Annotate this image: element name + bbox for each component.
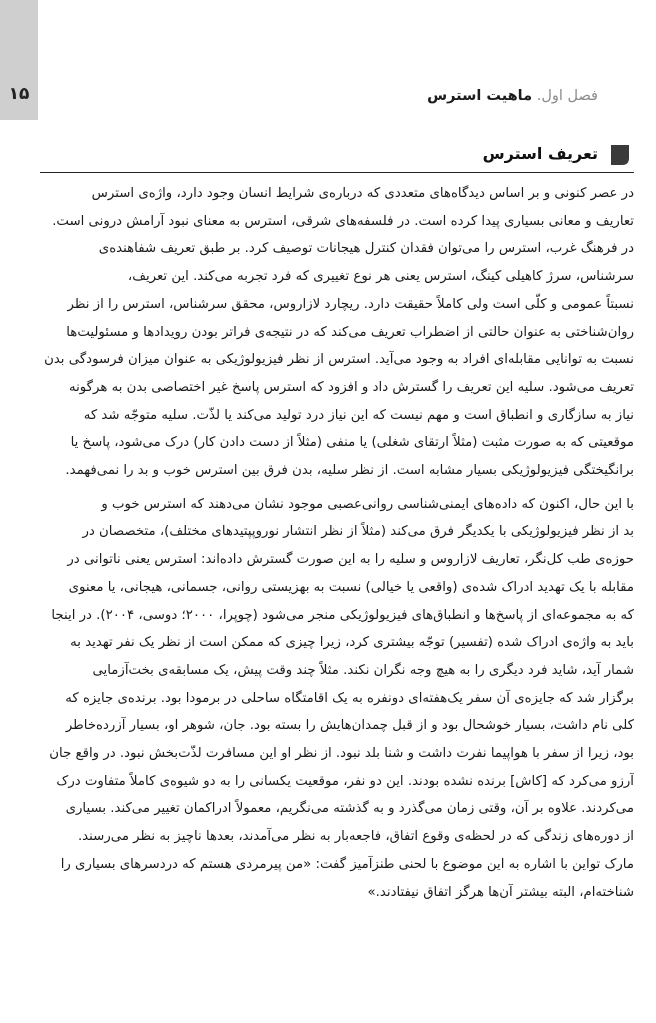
text-line: روان‌شناختی به عنوان حالتی از اضطراب تعریف می‌کند که در نتیجه‌ی فراتر بودن رویدادها و مسئولیت‌ها [66,324,634,340]
text-line: شمار آید، شاید فرد دیگری را به هیچ وجه نگران نکند. مثلاً چند وقت پیش، یک مسابقه‌ی بخت‌آزمایی [92,662,634,678]
text-line: تعاریف و معانی بسیاری پیدا کرده است. در فلسفه‌های شرقی، استرس به معنای نبود آرامش درونی است. [52,213,634,229]
paragraph-2 [40,491,634,907]
running-head-separator: . [536,88,542,104]
running-head [427,88,598,104]
text-line: نسبتاً عمومی و کلّی است ولی کاملاً حقیقت دارد. ریچارد لازاروس، محقق سرشناس، استرس را از نظر [67,296,634,312]
text-line: برگزار شد که جایزه‌ی آن سفر یک‌هفته‌ای دونفره به یک اقامتگاه ساحلی در برمودا بود. برنده‌ی جایزه که [65,690,634,706]
running-head-title: ماهیت استرس [427,88,533,104]
body-text [40,180,634,906]
text-line: می‌کردند. علاوه بر آن، وقتی زمان می‌گذرد و به گذشته می‌نگریم، معمولاً ادراکمان تغییر می‌کند. بسیاری [65,801,634,817]
text-line: که به مجموعه‌ای از پاسخ‌ها و انطباق‌های فیزیولوژیکی منجر می‌شود (چوپرا، ۲۰۰۰؛ دوسی، ۲۰۰۴). در اینجا [51,607,634,623]
section-divider [40,172,634,173]
text-line: بود، زیرا از سفر با هواپیما نفرت داشت و شنا بلد نبود. از نظر او این مسافرت لذّت‌بخش نبود. در واقع جان [49,746,634,762]
text-line: در عصر کنونی و بر اساس دیدگاه‌های متعددی که درباره‌ی شرایط انسان وجود دارد، واژه‌ی استرس [91,186,634,201]
leaf-shape-icon [608,142,632,168]
text-line: مقابله با یک تهدید ادراک شده‌ی (واقعی یا خیالی) نسبت به بهزیستی روانی، جسمانی، هیجانی، یا معنوی [68,579,634,595]
text-line: تعریف می‌شود. سلیه این تعریف را گسترش داد و افزود که استرس پاسخ غیر اختصاصی بدن به هرگونه [68,379,634,395]
text-line: در فرهنگ غرب، استرس را می‌توان فقدان کنترل هیجانات توصیف کرد. بر طبق تعریف شفاهنده‌ی [98,241,634,257]
text-line: مارک تواین با اشاره به این موضوع با لحنی طنزآمیز گفت: «من پیرمردی هستم که دردسرهای بسیاری را [60,856,634,872]
text-line: برانگیختگی فیزیولوژیکی بسیار مشابه است. از نظر سلیه، بدن فرق بین استرس خوب و بد را نمی‌فهمد. [65,463,634,479]
text-line: بد از نظر فیزیولوژیکی با یکدیگر فرق می‌کند (مثلاً از نظر انتشار نوروپپتیدهای مختلف)، متخصصان در [82,524,634,540]
text-line: نسبت به توانایی مقابله‌ای افراد به وجود می‌آید. استرس از نظر فیزیولوژیکی به عنوان میزان فرسودگی بدن [44,352,634,368]
text-line: سرشناس، سرژ کاهیلی کینگ، استرس یعنی هر نوع تغییری که فرد تجربه می‌کند. این تعریف، [127,269,634,285]
section-title: تعریف استرس [482,144,598,163]
text-line: از دوره‌های زندگی که در لحظه‌ی وقوع اتفاق، فاجعه‌بار به نظر می‌آمدند، بعدها ناچیز به نظر می‌رسند. [77,829,634,845]
text-line: حوزه‌ی طب کل‌نگر، تعاریف لازاروس و سلیه را به این صورت گسترش داده‌اند: استرس یعنی ناتوانی در [67,552,634,568]
text-line: نیاز به سازگاری و انطباق است و مهم نیست که این نیاز درد تولید می‌کند یا لذّت. سلیه متوجّه شد که [83,407,634,423]
text-line: باید به واژه‌ی ادراک شده (تفسیر) توجّه بیشتری کرد، زیرا چیزی که ممکن است از نظر یک نفر تهدید به [70,635,634,651]
text-line: موقعیتی که به صورت مثبت (مثلاً ارتقای شغلی) یا منفی (مثلاً از دست دادن کار) درک می‌شود، پاسخ یا [70,435,634,451]
text-line: آرزو می‌کرد که [کاش] برنده نشده بودند. این دو نفر، موقعیت یکسانی را به دو شیوه‌ی کاملاً متفاوت درک [56,773,634,789]
text-line: با این حال، اکنون که داده‌های ایمنی‌شناسی روانی‌عصبی موجود نشان می‌دهند که استرس خوب و [101,496,634,512]
text-line: کلی نام داشت، بسیار خوشحال بود و از قبل چمدان‌هایش را بسته بود. جان، شوهر او، بسیار آزرده‌خاطر [65,718,634,734]
running-head-chapter: فصل اول [541,88,598,104]
paragraph-1 [40,180,634,485]
text-line: شناخته‌ام، البته بیشتر آن‌ها هرگز اتفاق نیفتادند.» [367,884,634,900]
page-number: ۱۵ [8,84,30,104]
